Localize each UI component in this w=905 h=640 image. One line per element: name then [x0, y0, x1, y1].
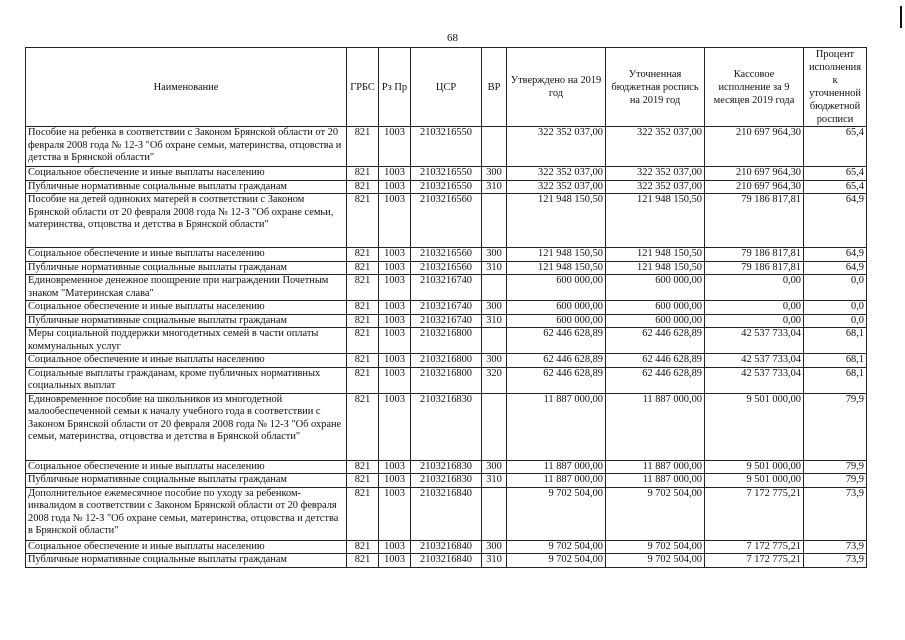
- row-percent: 68,1: [804, 367, 867, 393]
- row-percent: 65,4: [804, 127, 867, 167]
- row-revised: 62 446 628,89: [606, 354, 705, 368]
- row-csr: 2103216830: [411, 460, 482, 474]
- row-rzpr: 1003: [379, 127, 411, 167]
- row-approved: 121 948 150,50: [507, 261, 606, 275]
- row-executed: 0,00: [705, 275, 804, 301]
- row-csr: 2103216840: [411, 540, 482, 554]
- row-approved: 62 446 628,89: [507, 367, 606, 393]
- row-rzpr: 1003: [379, 487, 411, 540]
- row-percent: 64,9: [804, 248, 867, 262]
- row-rzpr: 1003: [379, 367, 411, 393]
- row-percent: 65,4: [804, 167, 867, 181]
- row-executed: 42 537 733,04: [705, 354, 804, 368]
- table-row: [26, 180, 867, 194]
- row-revised: 62 446 628,89: [606, 328, 705, 354]
- row-name: Социальные выплаты гражданам, кроме публичных нормативных социальных выплат: [26, 367, 347, 393]
- row-grbs: 821: [347, 487, 379, 540]
- row-name: Единовременное пособие на школьников из многодетной малообеспеченной семьи к началу учебного года в соответствии с Законом Брянской области от 20 февраля 2008 года № 12-З "Об охране семьи, материнства, отцовства и детства в Брянской области": [26, 393, 347, 460]
- row-csr: 2103216830: [411, 393, 482, 460]
- row-revised: 121 948 150,50: [606, 248, 705, 262]
- row-percent: 0,0: [804, 301, 867, 315]
- row-grbs: 821: [347, 167, 379, 181]
- row-rzpr: 1003: [379, 194, 411, 248]
- row-rzpr: 1003: [379, 275, 411, 301]
- row-csr: 2103216550: [411, 180, 482, 194]
- row-grbs: 821: [347, 180, 379, 194]
- row-approved: 600 000,00: [507, 314, 606, 328]
- row-executed: 0,00: [705, 314, 804, 328]
- row-vr: 310: [482, 554, 507, 568]
- table-row: [26, 301, 867, 315]
- row-vr: 300: [482, 248, 507, 262]
- row-approved: 322 352 037,00: [507, 167, 606, 181]
- row-rzpr: 1003: [379, 167, 411, 181]
- row-name: Социальное обеспечение и иные выплаты населению: [26, 301, 347, 315]
- row-csr: 2103216800: [411, 367, 482, 393]
- row-csr: 2103216550: [411, 127, 482, 167]
- row-approved: 600 000,00: [507, 301, 606, 315]
- row-csr: 2103216560: [411, 261, 482, 275]
- row-rzpr: 1003: [379, 180, 411, 194]
- row-revised: 322 352 037,00: [606, 180, 705, 194]
- table-row: [26, 460, 867, 474]
- header-row: [26, 48, 867, 127]
- row-vr: 300: [482, 540, 507, 554]
- row-approved: 600 000,00: [507, 275, 606, 301]
- row-revised: 9 702 504,00: [606, 554, 705, 568]
- row-executed: 42 537 733,04: [705, 328, 804, 354]
- table-row: [26, 127, 867, 167]
- row-percent: 0,0: [804, 314, 867, 328]
- row-executed: 9 501 000,00: [705, 393, 804, 460]
- row-approved: 9 702 504,00: [507, 540, 606, 554]
- row-vr: 310: [482, 180, 507, 194]
- row-csr: 2103216560: [411, 194, 482, 248]
- row-rzpr: 1003: [379, 354, 411, 368]
- row-approved: 322 352 037,00: [507, 180, 606, 194]
- col-revised-header: Уточненная бюджетная роспись на 2019 год: [606, 48, 705, 127]
- row-vr: 320: [482, 367, 507, 393]
- row-grbs: 821: [347, 328, 379, 354]
- row-csr: 2103216740: [411, 314, 482, 328]
- row-revised: 322 352 037,00: [606, 167, 705, 181]
- row-revised: 600 000,00: [606, 314, 705, 328]
- row-executed: 79 186 817,81: [705, 261, 804, 275]
- row-rzpr: 1003: [379, 393, 411, 460]
- table-row: [26, 393, 867, 460]
- row-name: Меры социальной поддержки многодетных семей в части оплаты коммунальных услуг: [26, 328, 347, 354]
- row-grbs: 821: [347, 354, 379, 368]
- col-grbs-header: ГРБС: [347, 48, 379, 127]
- row-revised: 11 887 000,00: [606, 393, 705, 460]
- row-name: Публичные нормативные социальные выплаты гражданам: [26, 314, 347, 328]
- table-row: [26, 314, 867, 328]
- row-executed: 42 537 733,04: [705, 367, 804, 393]
- row-revised: 600 000,00: [606, 275, 705, 301]
- row-name: Социальное обеспечение и иные выплаты населению: [26, 540, 347, 554]
- row-approved: 322 352 037,00: [507, 127, 606, 167]
- row-grbs: 821: [347, 275, 379, 301]
- col-csr-header: ЦСР: [411, 48, 482, 127]
- row-executed: 7 172 775,21: [705, 554, 804, 568]
- row-approved: 9 702 504,00: [507, 487, 606, 540]
- row-revised: 121 948 150,50: [606, 194, 705, 248]
- row-grbs: 821: [347, 460, 379, 474]
- row-csr: 2103216800: [411, 354, 482, 368]
- col-vr-header: ВР: [482, 48, 507, 127]
- row-rzpr: 1003: [379, 540, 411, 554]
- row-grbs: 821: [347, 367, 379, 393]
- row-grbs: 821: [347, 314, 379, 328]
- row-rzpr: 1003: [379, 248, 411, 262]
- row-vr: [482, 275, 507, 301]
- table-row: [26, 474, 867, 488]
- row-percent: 73,9: [804, 554, 867, 568]
- row-name: Публичные нормативные социальные выплаты гражданам: [26, 474, 347, 488]
- row-name: Пособие на ребенка в соответствии с Законом Брянской области от 20 февраля 2008 года № 12-З "Об охране семьи, материнства, отцовства и детства в Брянской области": [26, 127, 347, 167]
- row-percent: 0,0: [804, 275, 867, 301]
- col-rzpr-header: Рз Пр: [379, 48, 411, 127]
- row-csr: 2103216840: [411, 554, 482, 568]
- row-csr: 2103216550: [411, 167, 482, 181]
- row-executed: 210 697 964,30: [705, 127, 804, 167]
- row-percent: 79,9: [804, 393, 867, 460]
- table-row: [26, 328, 867, 354]
- row-rzpr: 1003: [379, 301, 411, 315]
- row-csr: 2103216800: [411, 328, 482, 354]
- table-row: [26, 367, 867, 393]
- row-executed: 9 501 000,00: [705, 460, 804, 474]
- row-name: Публичные нормативные социальные выплаты гражданам: [26, 261, 347, 275]
- row-rzpr: 1003: [379, 554, 411, 568]
- table-row: [26, 261, 867, 275]
- row-percent: 64,9: [804, 194, 867, 248]
- row-grbs: 821: [347, 540, 379, 554]
- row-percent: 65,4: [804, 180, 867, 194]
- row-approved: 62 446 628,89: [507, 354, 606, 368]
- row-executed: 9 501 000,00: [705, 474, 804, 488]
- table-row: [26, 540, 867, 554]
- row-rzpr: 1003: [379, 474, 411, 488]
- row-revised: 9 702 504,00: [606, 540, 705, 554]
- row-executed: 7 172 775,21: [705, 540, 804, 554]
- row-approved: 11 887 000,00: [507, 474, 606, 488]
- row-vr: 310: [482, 474, 507, 488]
- table-row: [26, 248, 867, 262]
- row-revised: 322 352 037,00: [606, 127, 705, 167]
- row-vr: 300: [482, 354, 507, 368]
- row-rzpr: 1003: [379, 460, 411, 474]
- row-name: Публичные нормативные социальные выплаты гражданам: [26, 180, 347, 194]
- row-percent: 79,9: [804, 460, 867, 474]
- row-revised: 11 887 000,00: [606, 474, 705, 488]
- row-executed: 79 186 817,81: [705, 194, 804, 248]
- col-percent-header: Процент исполнения к уточненной бюджетной росписи: [804, 48, 867, 127]
- row-csr: 2103216740: [411, 275, 482, 301]
- row-revised: 11 887 000,00: [606, 460, 705, 474]
- row-vr: 300: [482, 167, 507, 181]
- row-name: Социальное обеспечение и иные выплаты населению: [26, 167, 347, 181]
- row-vr: 310: [482, 261, 507, 275]
- row-grbs: 821: [347, 554, 379, 568]
- row-percent: 68,1: [804, 354, 867, 368]
- row-name: Социальное обеспечение и иные выплаты населению: [26, 248, 347, 262]
- row-grbs: 821: [347, 248, 379, 262]
- row-revised: 600 000,00: [606, 301, 705, 315]
- row-grbs: 821: [347, 261, 379, 275]
- row-name: Дополнительное ежемесячное пособие по уходу за ребенком-инвалидом в соответствии с Законом Брянской области от 20 февраля 2008 года № 12-З "Об охране семьи, материнства, отцовства и детства в Брянской области": [26, 487, 347, 540]
- col-executed-header: Кассовое исполнение за 9 месяцев 2019 года: [705, 48, 804, 127]
- row-vr: [482, 127, 507, 167]
- row-vr: [482, 194, 507, 248]
- row-rzpr: 1003: [379, 314, 411, 328]
- row-csr: 2103216740: [411, 301, 482, 315]
- row-approved: 62 446 628,89: [507, 328, 606, 354]
- row-revised: 62 446 628,89: [606, 367, 705, 393]
- table-row: [26, 487, 867, 540]
- row-executed: 210 697 964,30: [705, 167, 804, 181]
- row-percent: 68,1: [804, 328, 867, 354]
- table-row: [26, 354, 867, 368]
- row-revised: 9 702 504,00: [606, 487, 705, 540]
- row-vr: [482, 328, 507, 354]
- row-approved: 11 887 000,00: [507, 393, 606, 460]
- row-vr: [482, 487, 507, 540]
- row-csr: 2103216840: [411, 487, 482, 540]
- row-grbs: 821: [347, 474, 379, 488]
- row-grbs: 821: [347, 127, 379, 167]
- row-rzpr: 1003: [379, 328, 411, 354]
- row-vr: 310: [482, 314, 507, 328]
- row-name: Социальное обеспечение и иные выплаты населению: [26, 460, 347, 474]
- row-grbs: 821: [347, 393, 379, 460]
- col-name-header: Наименование: [26, 48, 347, 127]
- row-executed: 210 697 964,30: [705, 180, 804, 194]
- budget-table: [25, 47, 867, 568]
- row-approved: 121 948 150,50: [507, 194, 606, 248]
- row-percent: 73,9: [804, 487, 867, 540]
- row-rzpr: 1003: [379, 261, 411, 275]
- row-approved: 9 702 504,00: [507, 554, 606, 568]
- row-executed: 0,00: [705, 301, 804, 315]
- row-vr: 300: [482, 460, 507, 474]
- table-row: [26, 167, 867, 181]
- row-percent: 73,9: [804, 540, 867, 554]
- row-approved: 121 948 150,50: [507, 248, 606, 262]
- edge-mark: [900, 6, 902, 28]
- row-percent: 79,9: [804, 474, 867, 488]
- row-executed: 7 172 775,21: [705, 487, 804, 540]
- page-number: 68: [447, 32, 458, 44]
- row-name: Пособие на детей одиноких матерей в соответствии с Законом Брянской области от 20 февраля 2008 года № 12-З "Об охране семьи, материнства, отцовства и детства в Брянской области": [26, 194, 347, 248]
- row-grbs: 821: [347, 301, 379, 315]
- row-executed: 79 186 817,81: [705, 248, 804, 262]
- col-approved-header: Утверждено на 2019 год: [507, 48, 606, 127]
- row-approved: 11 887 000,00: [507, 460, 606, 474]
- table-row: [26, 275, 867, 301]
- row-name: Публичные нормативные социальные выплаты гражданам: [26, 554, 347, 568]
- table-row: [26, 554, 867, 568]
- row-revised: 121 948 150,50: [606, 261, 705, 275]
- row-name: Единовременное денежное поощрение при награждении Почетным знаком "Материнская слава": [26, 275, 347, 301]
- row-vr: [482, 393, 507, 460]
- row-name: Социальное обеспечение и иные выплаты населению: [26, 354, 347, 368]
- row-csr: 2103216560: [411, 248, 482, 262]
- row-vr: 300: [482, 301, 507, 315]
- row-percent: 64,9: [804, 261, 867, 275]
- row-grbs: 821: [347, 194, 379, 248]
- row-csr: 2103216830: [411, 474, 482, 488]
- table-row: [26, 194, 867, 248]
